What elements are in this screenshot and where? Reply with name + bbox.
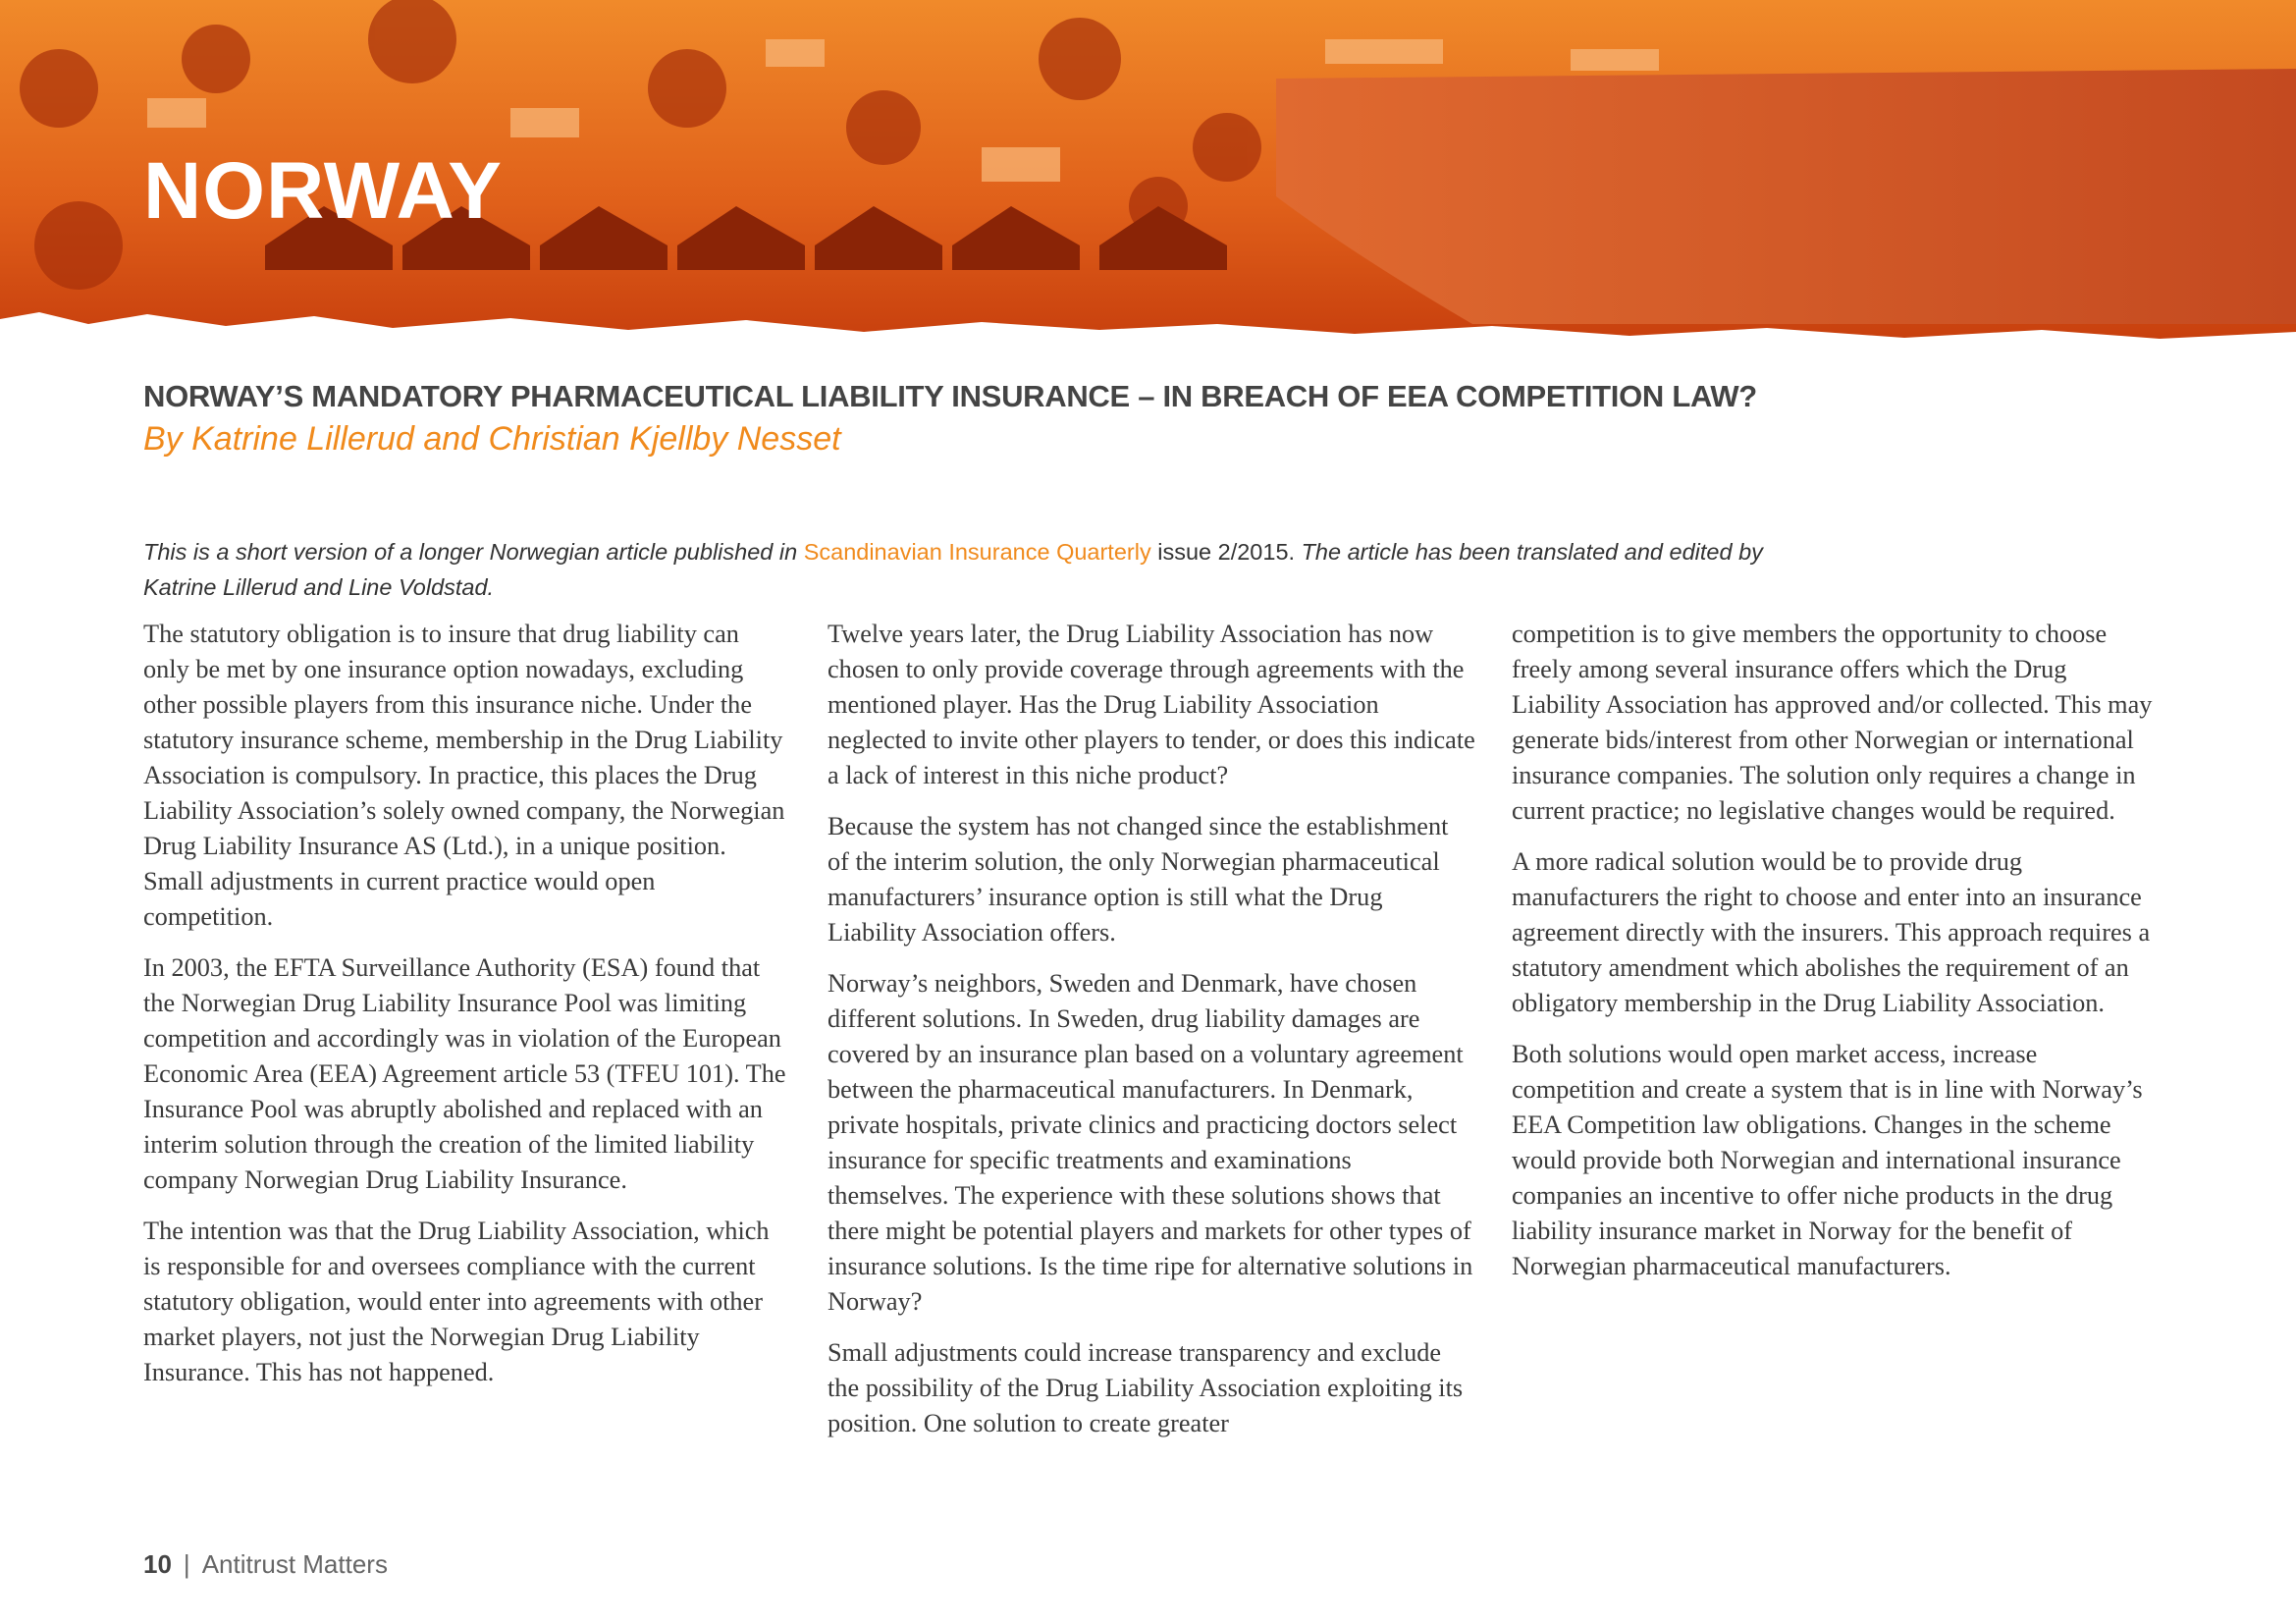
body-column-1 [143, 617, 791, 1406]
body-column-3 [1512, 617, 2160, 1300]
publication-name: Antitrust Matters [201, 1549, 388, 1579]
article-intro [143, 534, 1812, 605]
country-title: NORWAY [143, 146, 503, 236]
footer-separator: | [183, 1549, 190, 1579]
body-column-2 [828, 617, 1475, 1457]
paragraph: Both solutions would open market access, increase competition and create a system that is in line with Norway’s EEA Competition law obligations. Changes in the scheme would provide both Norwegian and international insurance companies an incentive to offer niche products in the drug liability insurance market in Norway for the benefit of Norwegian pharmaceutical manufacturers. [1512, 1040, 2143, 1280]
paragraph: Norway’s neighbors, Sweden and Denmark, have chosen different solutions. In Sweden, drug liability damages are covered by an insurance plan based on a voluntary agreement between the pharmaceutical manufacturers. In Denmark, private hospitals, private clinics and practicing doctors select insurance for specific treatments and examinations themselves. The experience with these solutions shows that there might be potential players and markets for other types of insurance solutions. Is the time ripe for alternative solutions in Norway? [828, 969, 1473, 1316]
paragraph: A more radical solution would be to provide drug manufacturers the right to choose and enter into an insurance agreement directly with the insurers. This approach requires a statutory amendment which abolishes the requirement of an obligatory membership in the Drug Liability Association. [1512, 847, 2151, 1017]
page-number: 10 [143, 1549, 172, 1579]
paragraph: Small adjustments could increase transparency and exclude the possibility of the Drug Liability Association exploiting its position. One solution to create greater [828, 1338, 1464, 1437]
paragraph: In 2003, the EFTA Surveillance Authority (ESA) found that the Norwegian Drug Liability Insurance Pool was limiting competition and accordingly was in violation of the European Economic Area (EEA) Agreement article 53 (TFEU 101). The Insurance Pool was abruptly abolished and replaced with an interim solution through the creation of the limited liability company Norwegian Drug Liability Insurance. [143, 953, 786, 1194]
publication-link[interactable]: Scandinavian Insurance Quarterly [803, 539, 1151, 565]
intro-text: This is a short version of a longer Norwegian article published in [143, 539, 804, 565]
article-headline: NORWAY’S MANDATORY PHARMACEUTICAL LIABILITY INSURANCE – IN BREACH OF EEA COMPETITION LAW? [143, 379, 1757, 413]
page-footer [143, 1549, 388, 1580]
paragraph: The intention was that the Drug Liability Association, which is responsible for and oversees compliance with the current statutory obligation, would enter into agreements with other market players, not just the Norwegian Drug Liability Insurance. This has not happened. [143, 1217, 770, 1386]
paragraph: Twelve years later, the Drug Liability Association has now chosen to only provide coverage through agreements with the mentioned player. Has the Drug Liability Association neglected to invite other players to tender, or does this indicate a lack of interest in this niche product? [828, 620, 1475, 789]
paragraph: The statutory obligation is to insure that drug liability can only be met by one insurance option nowadays, excluding other possible players from this insurance niche. Under the statutory insurance scheme, membership in the Drug Liability Association is compulsory. In practice, this places the Drug Liability Association’s solely owned company, the Norwegian Drug Liability Insurance AS (Ltd.), in a unique position. Small adjustments in current practice would open competition. [143, 620, 785, 931]
article-byline: By Katrine Lillerud and Christian Kjellby Nesset [143, 420, 841, 458]
intro-text-end: The article has been translated and edited by Katrine Lillerud and Line Voldstad. [143, 539, 1763, 600]
paragraph: Because the system has not changed since the establishment of the interim solution, the only Norwegian pharmaceutical manufacturers’ insurance option is still what the Drug Liability Association offers. [828, 812, 1449, 947]
paragraph: competition is to give members the opportunity to choose freely among several insurance offers which the Drug Liability Association has approved and/or collected. This may generate bids/interest from other Norwegian or international insurance companies. The solution only requires a change in current practice; no legislative changes would be required. [1512, 620, 2153, 825]
issue-text: issue 2/2015. [1150, 539, 1296, 565]
